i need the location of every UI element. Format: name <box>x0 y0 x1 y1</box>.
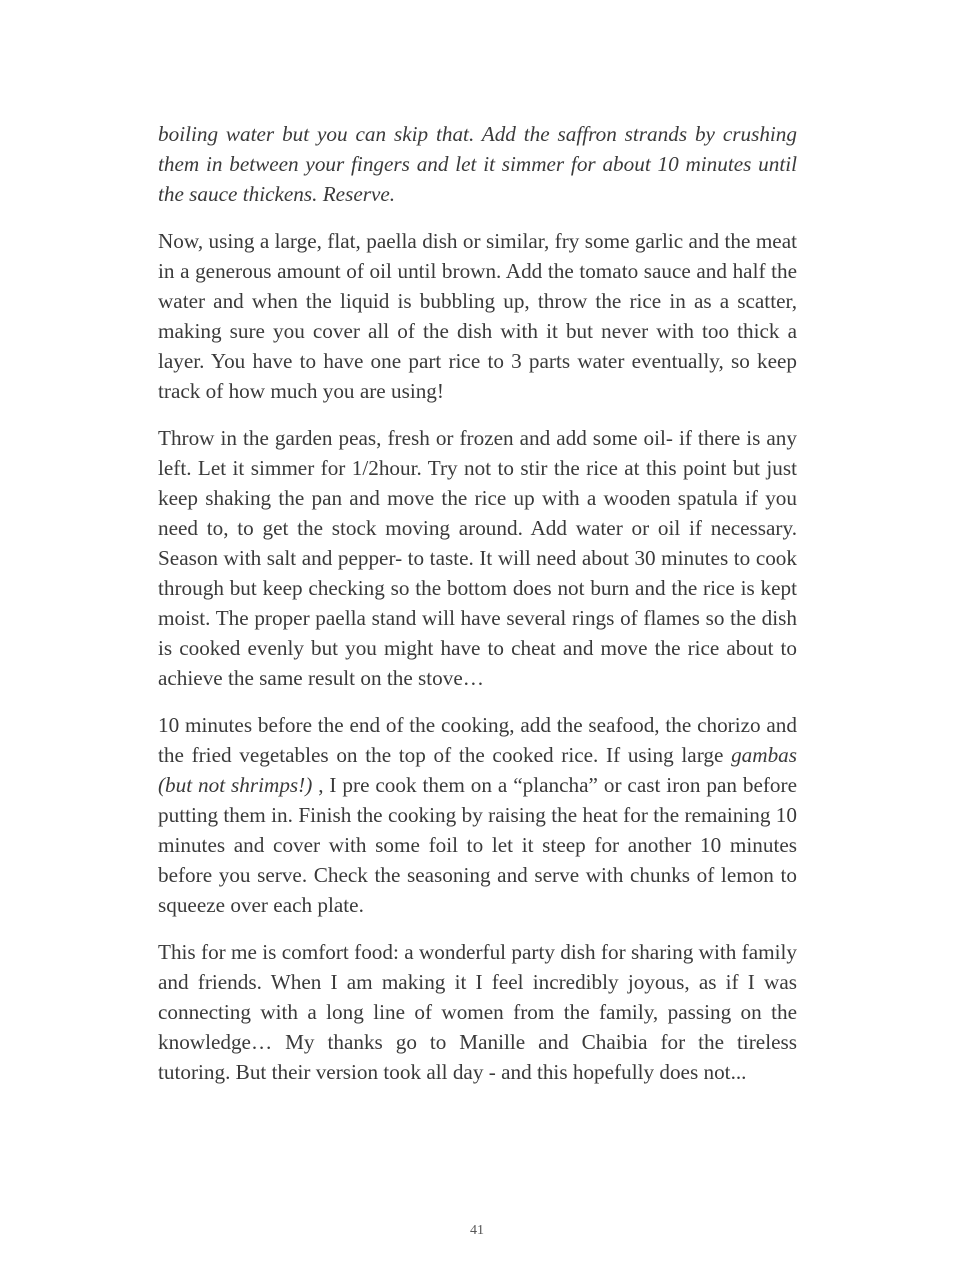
page-number: 41 <box>470 1223 484 1238</box>
paragraph-seafood-text-end: , I pre cook them on a “plancha” or cast iron pan before putting them in. Finish the cooking by raising the heat for the remaining 10 minutes and cover with some foil to let it steep for another 10 minutes before you serve. Check the seasoning and serve with chunks of lemon to squeeze over each plate. <box>158 773 797 917</box>
body-text <box>158 119 797 1104</box>
paragraph-comfort-food: This for me is comfort food: a wonderful party dish for sharing with family and friends. When I am making it I feel incredibly joyous, as if I was connecting with a long line of women from the family, passing on the knowledge… My thanks go to Manille and Chaibia for the tireless tutoring. But their version took all day - and this hopefully does not... <box>158 940 797 1084</box>
paragraph-simmer: Throw in the garden peas, fresh or frozen and add some oil- if there is any left. Let it simmer for 1/2hour. Try not to stir the rice at this point but just keep shaking the pan and move the rice up with a wooden spatula if you need to, to get the stock moving around. Add water or oil if necessary. Season with salt and pepper- to taste. It will need about 30 minutes to cook through but keep checking so the bottom does not burn and the rice is kept moist. The proper paella stand will have several rings of flames so the dish is cooked evenly but you might have to cheat and move the rice about to achieve the same result on the stove… <box>158 426 797 690</box>
paragraph-saffron-sauce: boiling water but you can skip that. Add the saffron strands by crushing them in between your fingers and let it simmer for about 10 minutes until the sauce thickens. Reserve. <box>158 122 797 206</box>
paragraph-seafood <box>158 710 797 920</box>
paragraph-seafood-text-start: 10 minutes before the end of the cooking, add the seafood, the chorizo and the fried vegetables on the top of the cooked rice. If using large <box>158 713 797 767</box>
gambas-italic-note: gambas (but not shrimps!) <box>158 743 797 797</box>
paragraph-fry-and-rice: Now, using a large, flat, paella dish or similar, fry some garlic and the meat in a generous amount of oil until brown. Add the tomato sauce and half the water and when the liquid is bubbling up, throw the rice in as a scatter, making sure you cover all of the dish with it but never with too thick a layer. You have to have one part rice to 3 parts water eventually, so keep track of how much you are using! <box>158 229 797 403</box>
